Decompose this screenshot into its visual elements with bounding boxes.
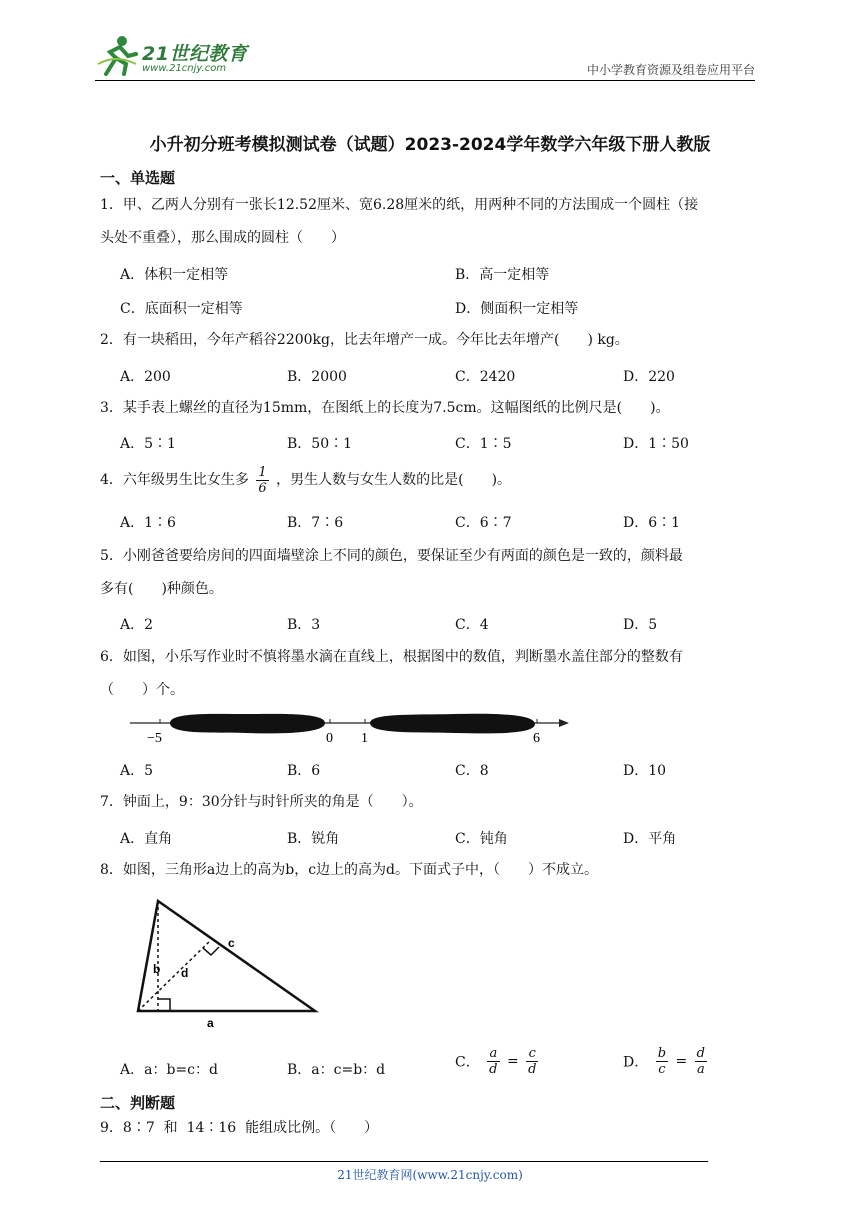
- q2-option-c: C．2420: [455, 369, 516, 385]
- triangle-outline: [138, 901, 315, 1011]
- q2-option-b: B．2000: [287, 369, 347, 385]
- q9-ratio-2: 14∶16: [186, 1120, 237, 1136]
- q5-option-a: A．2: [120, 617, 154, 633]
- question-3: 3．某手表上螺丝的直径为15mm，在图纸上的长度为7.5cm。这幅图纸的比例尺是( )。: [100, 400, 670, 416]
- q1-option-d: D．侧面积一定相等: [455, 301, 579, 317]
- q7-option-a: A．直角: [120, 831, 173, 847]
- q7-option-d: D．平角: [623, 831, 677, 847]
- section-heading-true-false: 二、判断题: [100, 1094, 176, 1112]
- question-5: [100, 540, 760, 606]
- logo-url: www.21cnjy.com: [142, 63, 227, 74]
- q5-option-b: B．3: [287, 617, 321, 633]
- question-1-line1: 1．甲、乙两人分别有一张长12.52厘米、宽6.28厘米的纸，用两种不同的方法围成一个圆柱（接: [100, 197, 699, 213]
- triangle-figure: [125, 893, 325, 1033]
- q5-option-d: D．5: [623, 617, 658, 633]
- label-a: a: [207, 1016, 214, 1030]
- q7-option-b: B．锐角: [287, 831, 340, 847]
- question-1-line2: 头处不重叠），那么围成的圆柱（ ）: [100, 230, 345, 246]
- question-5-line1: 5．小刚爸爸要给房间的四面墙壁涂上不同的颜色，要保证至少有两面的颜色是一致的，颜料最: [100, 548, 683, 564]
- q1-option-c: C．底面积一定相等: [120, 301, 243, 317]
- q2-option-d: D．220: [623, 369, 675, 385]
- q4-option-d: D．6∶1: [623, 515, 681, 531]
- q7-option-c: C．钝角: [455, 831, 508, 847]
- header-platform-text: 中小学教育资源及组卷应用平台: [586, 63, 755, 77]
- q8-option-b: B．a：c=b：d: [287, 1062, 386, 1078]
- question-7: 7．钟面上，9：30分针与时针所夹的角是（ ）。: [100, 794, 423, 810]
- q6-option-c: C．8: [455, 763, 489, 779]
- q6-option-a: A．5: [120, 763, 154, 779]
- runner-logo-icon: [96, 34, 140, 78]
- q3-option-c-value: 1∶5: [479, 436, 512, 452]
- label-minus5: −5: [147, 731, 162, 746]
- logo-text: 21世纪教育: [142, 43, 248, 65]
- q2-option-a: A．200: [120, 369, 171, 385]
- q4-option-a: A．1∶6: [120, 515, 176, 531]
- page-title: 小升初分班考模拟测试卷（试题）2023-2024学年数学六年级下册人教版: [149, 135, 711, 155]
- q6-option-d: D．10: [623, 763, 667, 779]
- question-2: 2．有一块稻田，今年产稻谷2200kg，比去年增产一成。今年比去年增产( ) kg。: [100, 332, 629, 348]
- right-angle-mark-a: [158, 999, 170, 1011]
- q8-option-c: C． $\frac{a}{d}$ = $\frac{c}{d}$: [455, 1046, 537, 1077]
- q3-option-a-value: 5∶1: [144, 436, 176, 452]
- footer-divider: [100, 1161, 708, 1162]
- q5-option-c: C．4: [455, 617, 489, 633]
- q3-option-d: D．1∶50: [623, 436, 689, 452]
- question-4-text-post: ，男生人数与女生人数的比是( )。: [276, 472, 512, 488]
- question-8: 8．如图，三角形a边上的高为b，c边上的高为d。下面式子中，（ ）不成立。: [100, 862, 599, 878]
- label-d: d: [181, 966, 189, 980]
- question-6-line1: 6．如图，小乐写作业时不慎将墨水滴在直线上，根据图中的数值，判断墨水盖住部分的整数有: [100, 649, 683, 665]
- q1-option-b: B．高一定相等: [455, 267, 550, 283]
- footer-text: 21世纪教育网(www.21cnjy.com): [337, 1168, 523, 1182]
- q9-ratio-1: 8∶7: [122, 1120, 155, 1136]
- q1-option-a: A．体积一定相等: [120, 267, 229, 283]
- q3-option-a: A．5∶1: [120, 436, 176, 452]
- q3-option-d-value: 1∶50: [648, 436, 689, 452]
- number-line-figure: [125, 710, 575, 746]
- label-b: b: [153, 962, 161, 976]
- q3-option-c: C．1∶5: [455, 436, 512, 452]
- q3-option-b: B．50∶1: [287, 436, 353, 452]
- question-6-line2: （ ）个。: [100, 682, 184, 698]
- question-4: [100, 464, 760, 497]
- q4-option-b: B．7∶6: [287, 515, 344, 531]
- label-0: 0: [326, 731, 333, 746]
- site-logo: [96, 34, 266, 78]
- question-9: 9．8∶7 和 14∶16 能组成比例。（ ）: [100, 1120, 379, 1136]
- question-5-line2: 多有( )种颜色。: [100, 581, 223, 597]
- q8-option-d: D． $\frac{b}{c}$ = $\frac{d}{a}$: [623, 1046, 705, 1077]
- question-4-fraction: $\frac{1}{6}$: [258, 464, 267, 496]
- label-6: 6: [533, 731, 540, 746]
- ink-blot-right: [370, 714, 535, 734]
- question-6: [100, 641, 760, 707]
- right-angle-mark-c: [203, 947, 219, 955]
- q8-option-a: A．a：b=c：d: [120, 1062, 218, 1078]
- header-divider: [95, 80, 755, 81]
- number-line-arrow: [559, 719, 569, 727]
- q3-option-b-value: 50∶1: [311, 436, 353, 452]
- label-c: c: [228, 936, 235, 950]
- section-heading-single-choice: 一、单选题: [100, 169, 176, 187]
- question-1: [100, 189, 760, 255]
- question-4-text-pre: 4．六年级男生比女生多: [100, 472, 249, 488]
- q6-option-b: B．6: [287, 763, 321, 779]
- q4-option-c: C．6∶7: [455, 515, 512, 531]
- label-1: 1: [361, 731, 368, 746]
- ink-blot-left: [170, 714, 325, 734]
